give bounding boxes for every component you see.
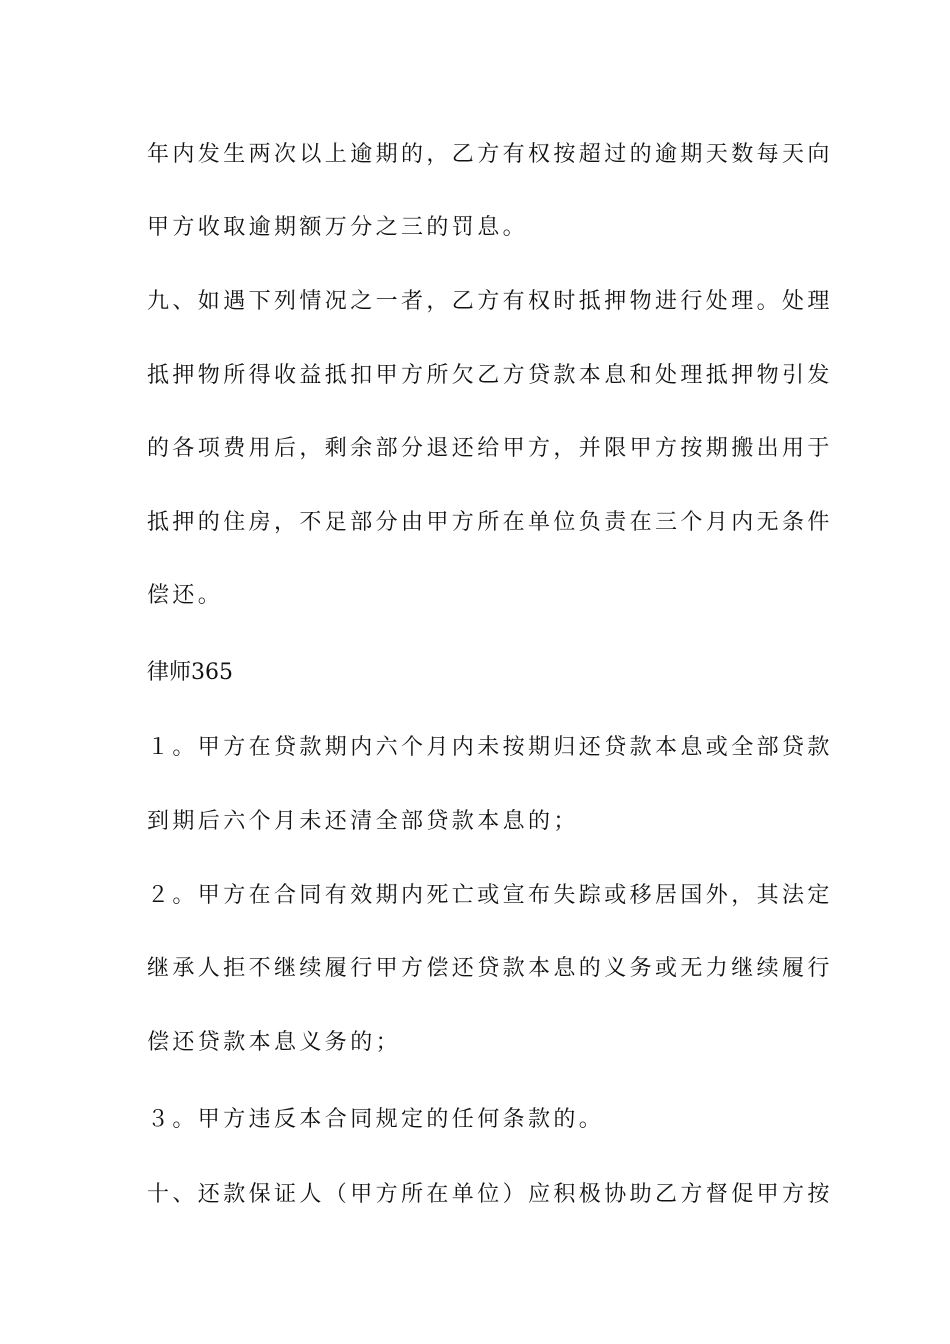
text-line: 抵押物所得收益抵扣甲方所欠乙方贷款本息和处理抵押物引发 [147,363,833,388]
text-line: 继承人拒不继续履行甲方偿还贷款本息的义务或无力继续履行 [147,956,833,981]
list-item-3: ３。甲方违反本合同规定的任何条款的。 [147,1107,605,1132]
text-line: 的各项费用后，剩余部分退还给甲方，并限甲方按期搬出用于 [147,436,833,461]
text-line: 抵押的住房，不足部分由甲方所在单位负责在三个月内无条件 [147,510,833,535]
source-label: 律师365 [147,660,233,685]
list-item-2: ２。甲方在合同有效期内死亡或宣布失踪或移居国外，其法定 [147,883,833,908]
text-line: 偿还贷款本息义务的； [147,1030,402,1055]
clause-ten-heading: 十、还款保证人（甲方所在单位）应积极协助乙方督促甲方按 [147,1182,833,1207]
text-line: 到期后六个月未还清全部贷款本息的； [147,809,579,834]
list-item-1: １。甲方在贷款期内六个月内未按期归还贷款本息或全部贷款 [147,735,833,760]
text-line: 甲方收取逾期额万分之三的罚息。 [147,215,529,240]
text-line: 年内发生两次以上逾期的，乙方有权按超过的逾期天数每天向 [147,142,833,167]
text-line: 偿还。 [147,583,224,608]
clause-nine-heading: 九、如遇下列情况之一者，乙方有权时抵押物进行处理。处理 [147,289,833,314]
